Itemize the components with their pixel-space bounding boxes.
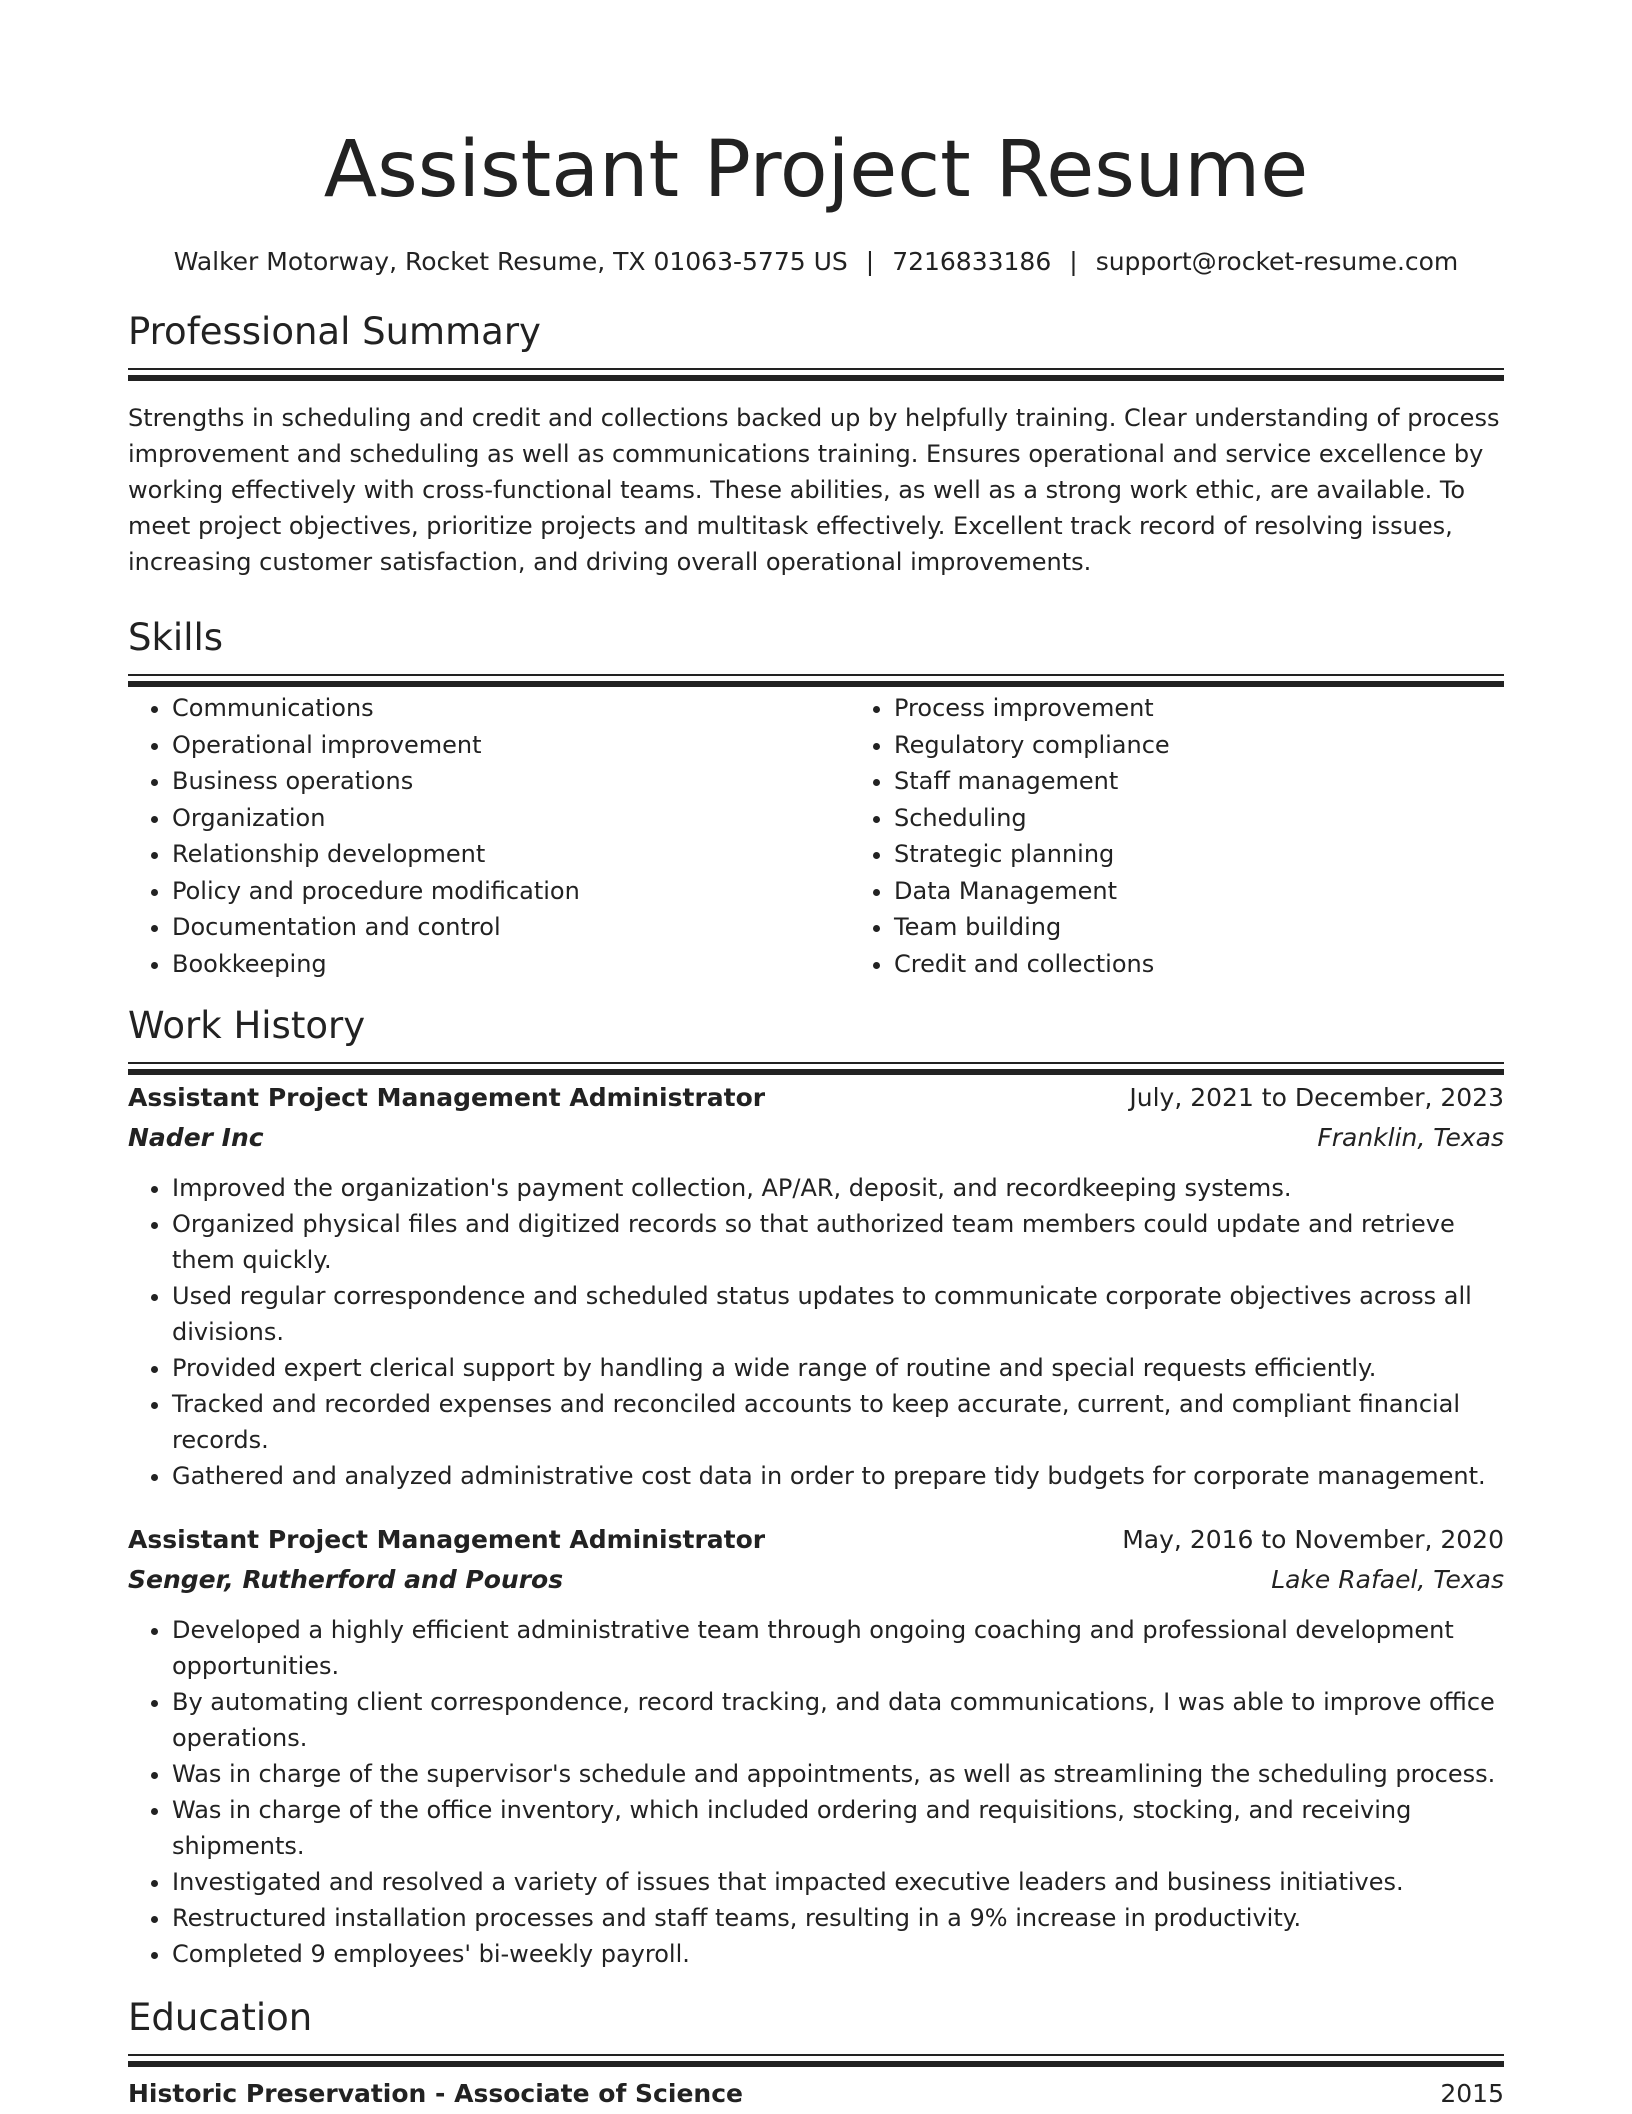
section-divider <box>128 1062 1504 1064</box>
education-section <box>128 1996 1504 2114</box>
job-bullets <box>128 1170 1504 1494</box>
job-bullet: • Tracked and recorded expenses and reconciled accounts to keep accurate, current, and compliant financial records. <box>172 1386 1504 1458</box>
section-divider <box>128 2054 1504 2056</box>
education-degree: Historic Preservation - Associate of Science <box>128 2079 743 2108</box>
job-bullet: • Restructured installation processes and staff teams, resulting in a 9% increase in productivity. <box>172 1900 1504 1936</box>
job-company-row <box>128 1560 1504 1600</box>
job-bullet: • Investigated and resolved a variety of issues that impacted executive leaders and business initiatives. <box>172 1864 1504 1900</box>
skills-section <box>128 616 1504 982</box>
job-bullet: • Was in charge of the supervisor's schedule and appointments, as well as streamlining the scheduling process. <box>172 1756 1504 1792</box>
job-dates: July, 2021 to December, 2023 <box>1129 1083 1504 1112</box>
job-bullet: • Used regular correspondence and scheduled status updates to communicate corporate objectives across all divisions. <box>172 1278 1504 1350</box>
job-bullet: • Developed a highly efficient administrative team through ongoing coaching and professional development opportunities. <box>172 1612 1504 1684</box>
job-company: Nader Inc <box>128 1123 264 1152</box>
contact-email[interactable]: support@rocket-resume.com <box>1095 247 1459 276</box>
job-title: Assistant Project Management Administrator <box>128 1083 766 1112</box>
job-location: Lake Rafael, Texas <box>1271 1565 1504 1594</box>
skill-item: • Staff management <box>894 763 1504 800</box>
job-company-row <box>128 1118 1504 1158</box>
skills-grid <box>128 690 1504 982</box>
job-bullet: • Organized physical files and digitized records so that authorized team members could update and retrieve them quickly. <box>172 1206 1504 1278</box>
section-divider <box>128 674 1504 676</box>
skill-item: • Business operations <box>172 763 850 800</box>
education-year: 2015 <box>1440 2079 1504 2108</box>
skill-item: • Scheduling <box>894 800 1504 837</box>
job-header-row <box>128 1520 1504 1560</box>
job-bullets <box>128 1612 1504 1972</box>
skill-item: • Documentation and control <box>172 909 850 946</box>
skill-item: • Operational improvement <box>172 727 850 764</box>
job-entry <box>128 1520 1504 1972</box>
job-bullet: • Was in charge of the office inventory, which included ordering and requisitions, stocking, and receiving shipments. <box>172 1792 1504 1864</box>
job-dates: May, 2016 to November, 2020 <box>1122 1525 1504 1554</box>
job-bullet: • Gathered and analyzed administrative cost data in order to prepare tidy budgets for corporate management. <box>172 1458 1504 1494</box>
education-heading: Education <box>128 1996 313 2039</box>
skill-item: • Strategic planning <box>894 836 1504 873</box>
job-bullet: • By automating client correspondence, record tracking, and data communications, I was able to improve office operations. <box>172 1684 1504 1756</box>
contact-phone[interactable]: 7216833186 <box>892 247 1052 276</box>
summary-heading: Professional Summary <box>128 310 541 353</box>
skill-item: • Team building <box>894 909 1504 946</box>
skill-item: • Credit and collections <box>894 946 1504 983</box>
contact-address: Walker Motorway, Rocket Resume, TX 01063-5775 US <box>173 247 848 276</box>
work-heading: Work History <box>128 1004 366 1047</box>
contact-separator: | <box>1069 247 1078 276</box>
skills-heading: Skills <box>128 616 224 659</box>
skill-item: • Policy and procedure modification <box>172 873 850 910</box>
skill-item: • Relationship development <box>172 836 850 873</box>
job-title: Assistant Project Management Administrator <box>128 1525 766 1554</box>
education-row <box>128 2074 1504 2114</box>
job-bullet: • Improved the organization's payment collection, AP/AR, deposit, and recordkeeping systems. <box>172 1170 1504 1206</box>
contact-separator: | <box>865 247 875 276</box>
job-location: Franklin, Texas <box>1317 1123 1504 1152</box>
job-entry <box>128 1078 1504 1494</box>
work-section <box>128 1004 1504 1972</box>
section-divider <box>128 368 1504 370</box>
job-bullet: • Provided expert clerical support by handling a wide range of routine and special requests efficiently. <box>172 1350 1504 1386</box>
skill-item: • Bookkeeping <box>172 946 850 983</box>
summary-text: Strengths in scheduling and credit and collections backed up by helpfully training. Clear understanding of process improvement and scheduling as well as communications training. Ensures operational and service excellence by working effectively with cross-functional teams. These abilities, as well as a strong work ethic, are available. To meet project objectives, prioritize projects and multitask effectively. Excellent track record of resolving issues, increasing customer satisfaction, and driving overall operational improvements. <box>128 404 1500 576</box>
skill-item: • Organization <box>172 800 850 837</box>
contact-line <box>128 246 1504 278</box>
skills-list-left <box>128 690 850 982</box>
skill-item: • Communications <box>172 690 850 727</box>
job-bullet: • Completed 9 employees' bi-weekly payroll. <box>172 1936 1504 1972</box>
skill-item: • Data Management <box>894 873 1504 910</box>
skills-list-right <box>850 690 1504 982</box>
summary-section <box>128 310 1504 580</box>
resume-title: Assistant Project Resume <box>323 125 1309 215</box>
job-company: Senger, Rutherford and Pouros <box>128 1565 564 1594</box>
job-header-row <box>128 1078 1504 1118</box>
skill-item: • Regulatory compliance <box>894 727 1504 764</box>
skill-item: • Process improvement <box>894 690 1504 727</box>
